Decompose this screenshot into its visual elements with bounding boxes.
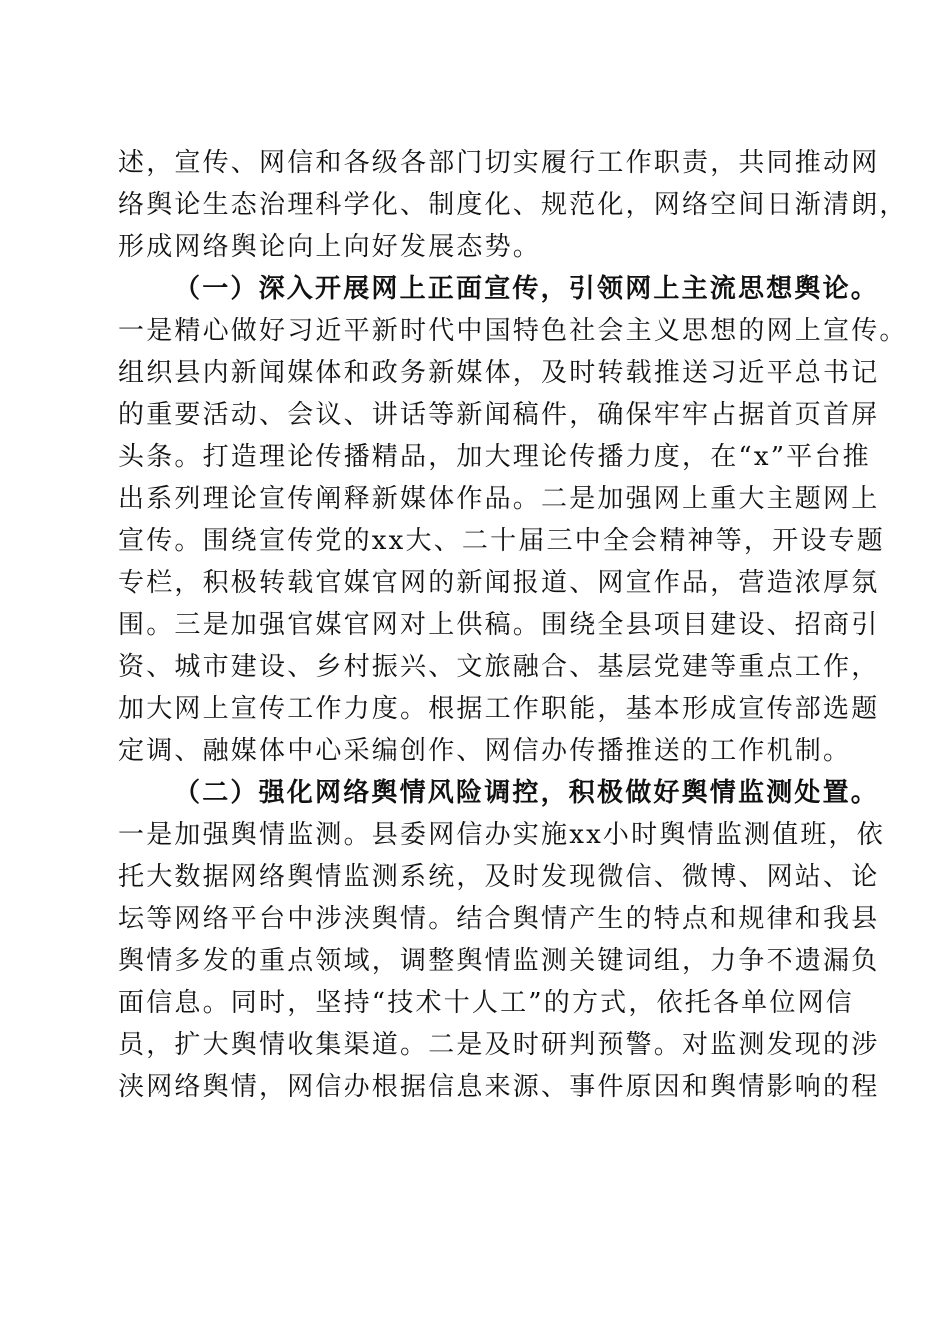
paragraph-line: 加大网上宣传工作力度。根据工作职能，基本形成宣传部选题 <box>118 694 880 724</box>
paragraph-line: 围。三是加强官媒官网对上供稿。围绕全县项目建设、招商引 <box>118 610 880 640</box>
paragraph-line: 的重要活动、会议、讲话等新闻稿件，确保牢牢占据首页首屏 <box>118 400 880 430</box>
paragraph-line: 形成网络舆论向上向好发展态势。 <box>118 232 542 262</box>
paragraph-line: 述，宣传、网信和各级各部门切实履行工作职责，共同推动网 <box>118 148 880 178</box>
paragraph-line: 头条。打造理论传播精品，加大理论传播力度，在“x”平台推 <box>118 442 871 472</box>
paragraph-line: 出系列理论宣传阐释新媒体作品。二是加强网上重大主题网上 <box>118 484 880 514</box>
paragraph-line: 专栏，积极转载官媒官网的新闻报道、网宣作品，营造浓厚氛 <box>118 568 880 598</box>
paragraph-line: 资、城市建设、乡村振兴、文旅融合、基层党建等重点工作， <box>118 652 880 682</box>
paragraph-line: 组织县内新闻媒体和政务新媒体，及时转载推送习近平总书记 <box>118 358 880 388</box>
paragraph-line: 员，扩大舆情收集渠道。二是及时研判预警。对监测发现的涉 <box>118 1030 880 1060</box>
paragraph-line: 一是精心做好习近平新时代中国特色社会主义思想的网上宣传。 <box>118 316 908 346</box>
paragraph-line: 定调、融媒体中心采编创作、网信办传播推送的工作机制。 <box>118 736 852 766</box>
paragraph-line: 宣传。围绕宣传党的xx大、二十届三中全会精神等，开设专题 <box>118 526 885 556</box>
paragraph-line: 络舆论生态治理科学化、制度化、规范化，网络空间日渐清朗， <box>118 190 908 220</box>
section-heading-2: （二）强化网络舆情风险调控，积极做好舆情监测处置。 <box>174 778 880 808</box>
paragraph-line: 坛等网络平台中涉浃舆情。结合舆情产生的特点和规律和我县 <box>118 904 880 934</box>
document-page <box>118 142 908 1108</box>
paragraph-line: 浃网络舆情，网信办根据信息来源、事件原因和舆情影响的程 <box>118 1072 880 1102</box>
paragraph-line: 面信息。同时，坚持“技术十人工”的方式，依托各单位网信 <box>118 988 854 1018</box>
paragraph-line: 一是加强舆情监测。县委网信办实施xx小时舆情监测值班，依 <box>118 820 885 850</box>
section-heading-1: （一）深入开展网上正面宣传，引领网上主流思想舆论。 <box>174 274 880 304</box>
paragraph-line: 托大数据网络舆情监测系统，及时发现微信、微博、网站、论 <box>118 862 880 892</box>
paragraph-line: 舆情多发的重点领域，调整舆情监测关键词组，力争不遗漏负 <box>118 946 880 976</box>
